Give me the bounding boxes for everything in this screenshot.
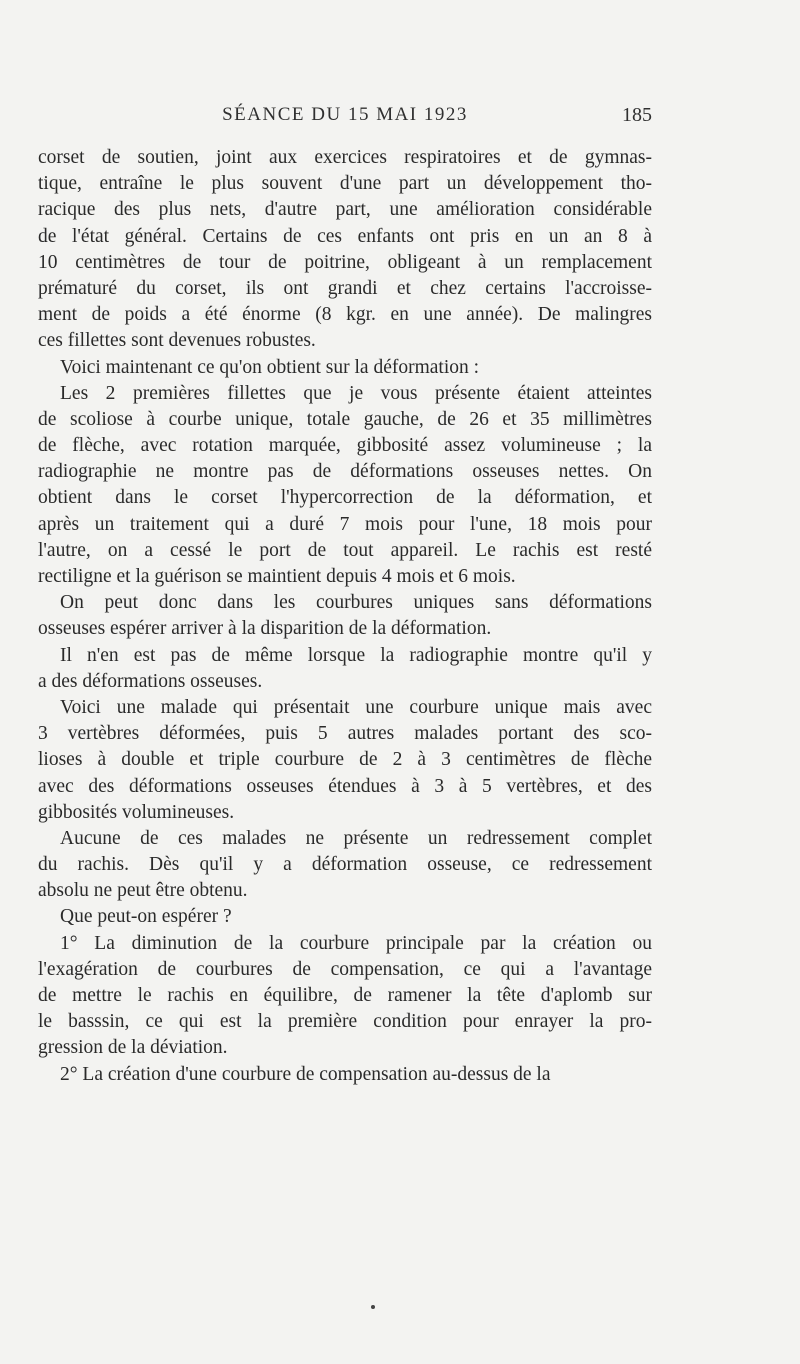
text-line: de l'état général. Certains de ces enfants ont pris en un an 8 à: [38, 225, 652, 247]
text-line: osseuses espérer arriver à la disparition de la déformation.: [38, 618, 492, 640]
text-line: ces fillettes sont devenues robustes.: [38, 330, 316, 352]
text-line: Que peut-on espérer ?: [60, 906, 232, 928]
text-line: de mettre le rachis en équilibre, de ramener la tête d'aplomb sur: [38, 985, 652, 1006]
text-line: l'autre, on a cessé le port de tout appareil. Le rachis est resté: [38, 539, 652, 561]
text-line: corset de soutien, joint aux exercices respiratoires et de gymnas-: [38, 147, 652, 168]
text-line: Les 2 premières fillettes que je vous présente étaient atteintes: [60, 382, 652, 404]
text-line: après un traitement qui a duré 7 mois pour l'une, 18 mois pour: [38, 513, 652, 535]
text-line: du rachis. Dès qu'il y a déformation osseuse, ce redressement: [38, 854, 652, 876]
text-line: 10 centimètres de tour de poitrine, obligeant à un remplacement: [38, 251, 652, 273]
text-line: Aucune de ces malades ne présente un redressement complet: [60, 827, 652, 849]
text-line: On peut donc dans les courbures uniques sans déformations: [60, 592, 652, 614]
text-line: obtient dans le corset l'hypercorrection de la déformation, et: [38, 487, 652, 509]
text-line: l'exagération de courbures de compensation, ce qui a l'avantage: [38, 958, 652, 980]
text-line: prématuré du corset, ils ont grandi et chez certains l'accroisse-: [38, 277, 652, 299]
text-line: avec des déformations osseuses étendues à 3 à 5 vertèbres, et des: [38, 775, 652, 797]
text-line: 3 vertèbres déformées, puis 5 autres malades portant des sco-: [38, 723, 652, 745]
running-title: SÉANCE DU 15 MAI 1923: [222, 104, 468, 125]
text-line: Il n'en est pas de même lorsque la radiographie montre qu'il y: [60, 644, 652, 666]
text-line: rectiligne et la guérison se maintient depuis 4 mois et 6 mois.: [38, 566, 516, 587]
text-line: radiographie ne montre pas de déformations osseuses nettes. On: [38, 461, 652, 483]
ink-speck: [371, 1305, 375, 1309]
text-line: 1° La diminution de la courbure principale par la création ou: [60, 932, 652, 954]
text-line: 2° La création d'une courbure de compensation au-dessus de la: [60, 1063, 551, 1085]
text-line: lioses à double et triple courbure de 2 à 3 centimètres de flèche: [38, 749, 652, 771]
text-line: Voici maintenant ce qu'on obtient sur la déformation :: [60, 356, 480, 378]
text-line: Voici une malade qui présentait une courbure unique mais avec: [60, 696, 652, 718]
text-line: le basssin, ce qui est la première condition pour enrayer la pro-: [38, 1011, 652, 1033]
text-line: a des déformations osseuses.: [38, 670, 263, 692]
text-line: gression de la déviation.: [38, 1037, 228, 1059]
text-line: de scoliose à courbe unique, totale gauche, de 26 et 35 millimètres: [38, 408, 652, 430]
text-line: gibbosités volumineuses.: [38, 801, 235, 823]
text-line: de flèche, avec rotation marquée, gibbosité assez volumineuse ; la: [38, 435, 652, 457]
running-header: [38, 104, 652, 134]
text-line: tique, entraîne le plus souvent d'une part un développement tho-: [38, 173, 652, 195]
text-line: racique des plus nets, d'autre part, une amélioration considérable: [38, 199, 652, 221]
page-number: 185: [622, 104, 652, 126]
text-line: absolu ne peut être obtenu.: [38, 880, 248, 902]
body-text: [38, 145, 652, 1088]
text-line: ment de poids a été énorme (8 kgr. en une année). De malingres: [38, 304, 652, 326]
